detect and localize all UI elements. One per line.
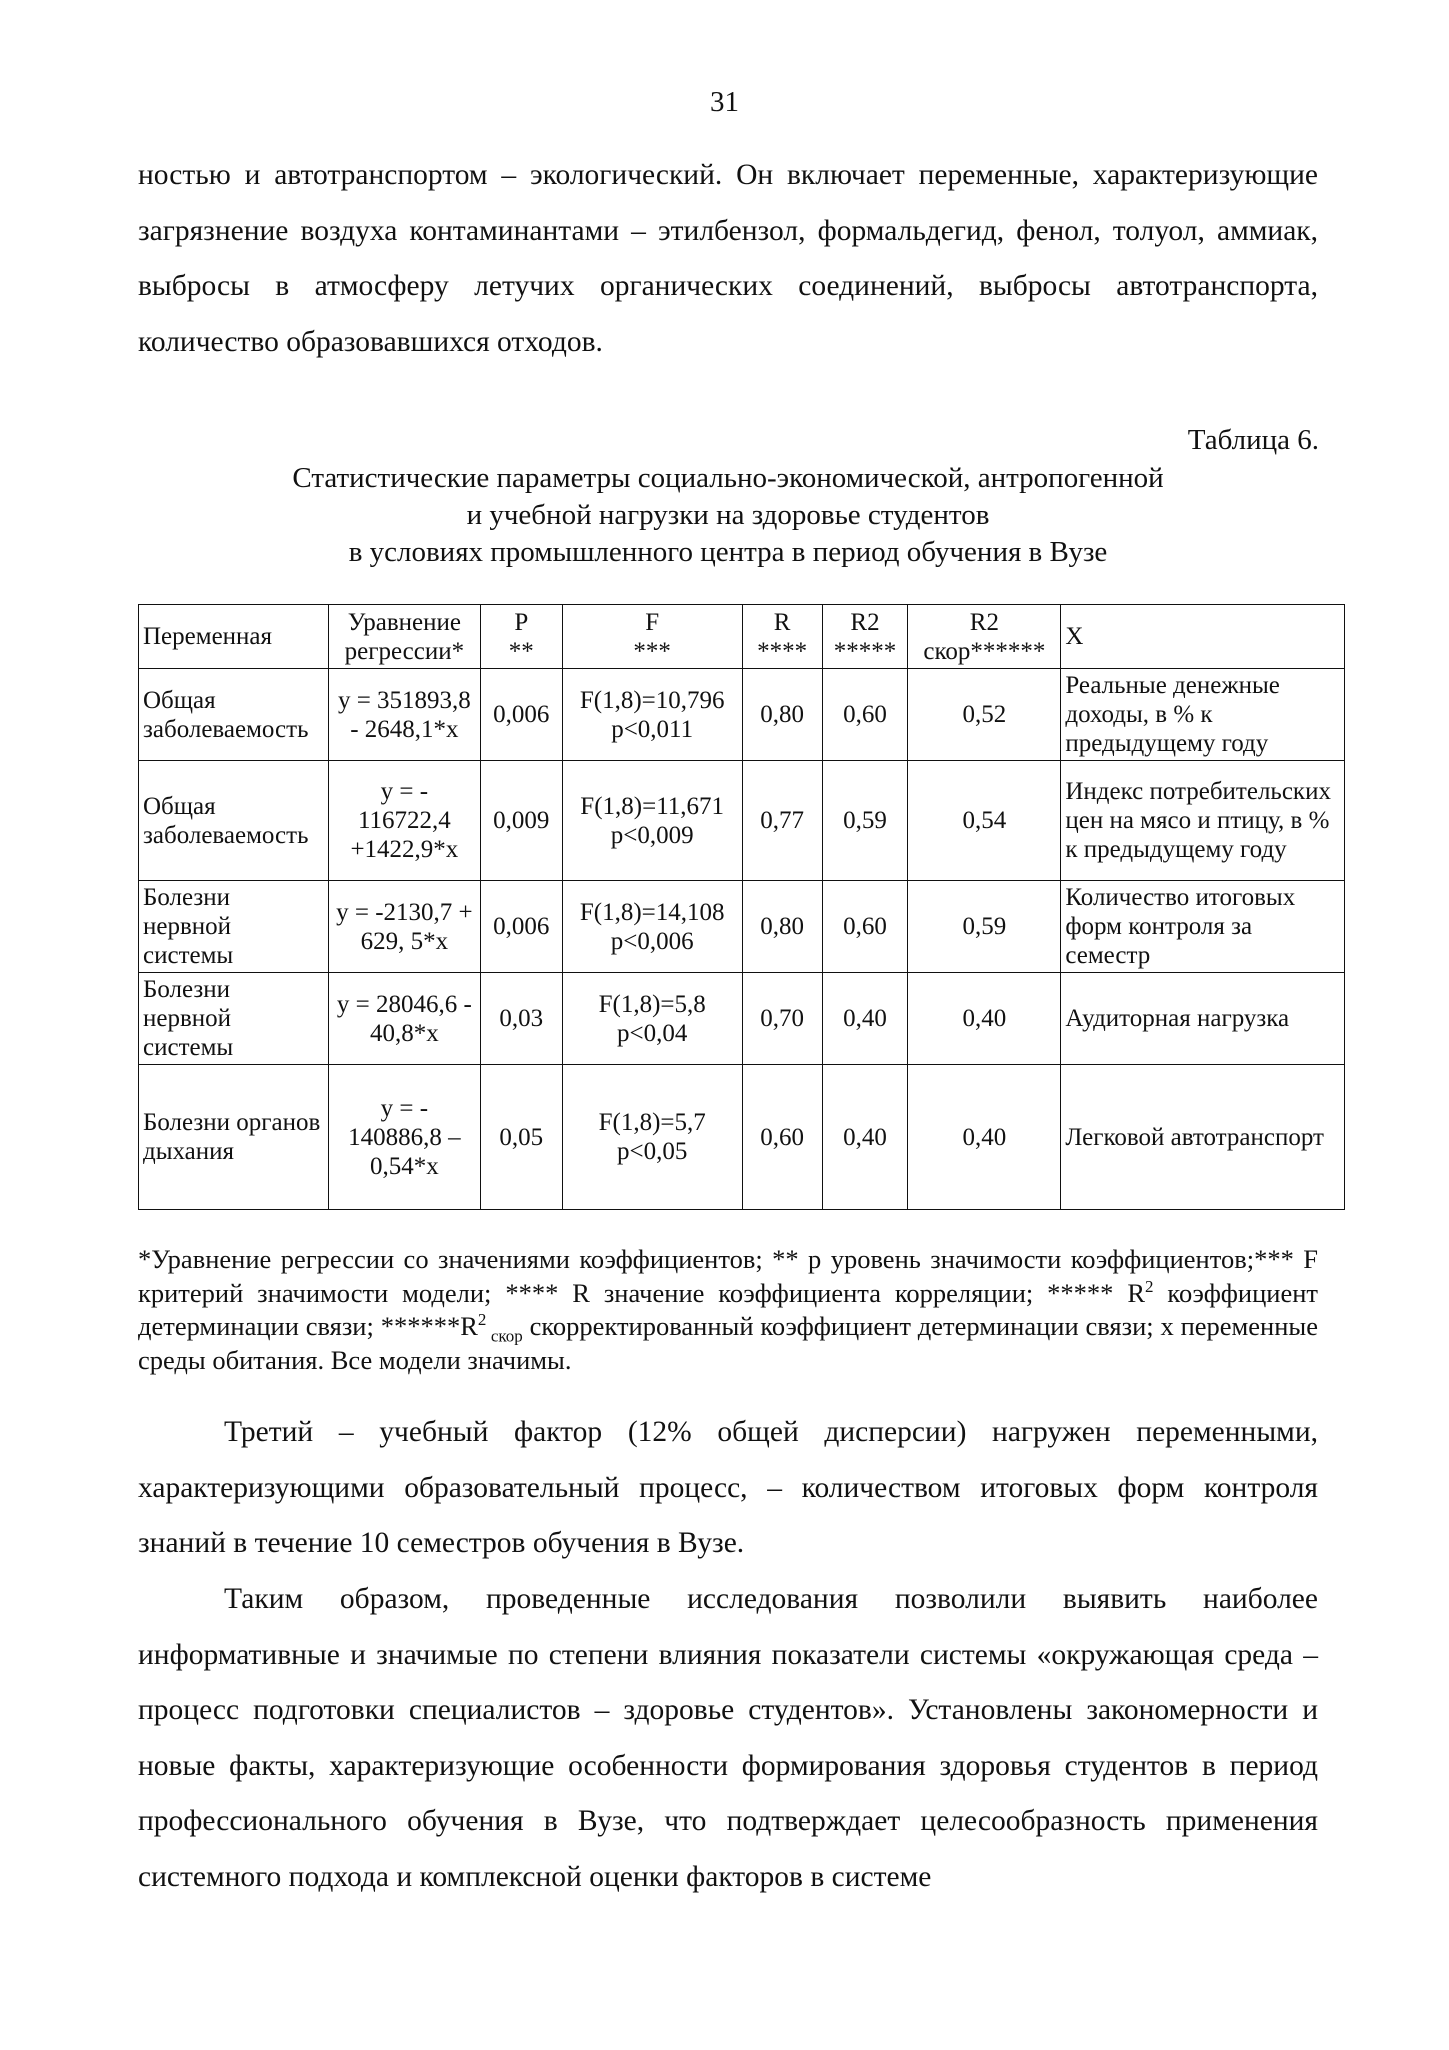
paragraph-2: Третий – учебный фактор (12% общей дисперсии) нагружен переменными, характеризующими образовательный процесс, – количеством итоговых форм контроля знаний в течение 10 семестров обучения в Вузе.: [138, 1416, 1318, 1559]
cell-r2-adjusted: 0,52: [908, 669, 1061, 761]
cell-x: Реальные денежные доходы, в % к предыдущему году: [1061, 669, 1345, 761]
cell-variable: Болезни нервной системы: [139, 881, 329, 973]
cell-equation: y = -2130,7 + 629, 5*x: [328, 881, 480, 973]
cell-r: 0,70: [742, 973, 822, 1065]
cell-x: Индекс потребительских цен на мясо и птицу, в % к предыдущему году: [1061, 761, 1345, 881]
cell-r: 0,80: [742, 881, 822, 973]
cell-r: 0,60: [742, 1065, 822, 1210]
cell-r: 0,77: [742, 761, 822, 881]
cell-variable: Общая заболеваемость: [139, 761, 329, 881]
table-footnote: *Уравнение регрессии со значениями коэффициентов; ** р уровень значимости коэффициентов;*** F критерий значимости модели; **** R значение коэффициента корреляции; ***** $R^2$ коэффициент детерминации связи; $******R^2$ $_{скор}$ скорректированный коэффициент детерминации связи; х переменные среды обитания. Все модели значимы.: [138, 1244, 1318, 1375]
cell-f: F(1,8)=10,796 p<0,011: [562, 669, 742, 761]
cell-equation: y = - 116722,4 +1422,9*x: [328, 761, 480, 881]
cell-x: Легковой автотранспорт: [1061, 1065, 1345, 1210]
header-r2: R2 *****: [822, 605, 908, 669]
table-row: [139, 881, 1345, 973]
table-title-line-2: и учебной нагрузки на здоровье студентов: [466, 499, 990, 531]
table-header-row: [139, 605, 1345, 669]
cell-r2-adjusted: 0,54: [908, 761, 1061, 881]
cell-f: F(1,8)=14,108 p<0,006: [562, 881, 742, 973]
cell-r: 0,80: [742, 669, 822, 761]
header-r2-adjusted: R2 скор******: [908, 605, 1061, 669]
cell-f: F(1,8)=5,7 p<0,05: [562, 1065, 742, 1210]
cell-equation: y = - 140886,8 – 0,54*x: [328, 1065, 480, 1210]
cell-p: 0,006: [480, 881, 562, 973]
cell-equation: y = 28046,6 - 40,8*x: [328, 973, 480, 1065]
cell-r2: 0,60: [822, 669, 908, 761]
cell-r2-adjusted: 0,59: [908, 881, 1061, 973]
statistics-table: [138, 604, 1345, 1210]
cell-variable: Болезни нервной системы: [139, 973, 329, 1065]
page-number: 31: [710, 86, 739, 118]
cell-equation: y = 351893,8 - 2648,1*x: [328, 669, 480, 761]
table-row: [139, 761, 1345, 881]
cell-r2: 0,40: [822, 1065, 908, 1210]
header-p: P **: [480, 605, 562, 669]
cell-x: Аудиторная нагрузка: [1061, 973, 1345, 1065]
table-title-line-1: Статистические параметры социально-экономической, антропогенной: [292, 462, 1164, 494]
table-row: [139, 1065, 1345, 1210]
cell-p: 0,05: [480, 1065, 562, 1210]
table-title-line-3: в условиях промышленного центра в период обучения в Вузе: [348, 536, 1108, 568]
table-row: [139, 669, 1345, 761]
cell-x: Количество итоговых форм контроля за семестр: [1061, 881, 1345, 973]
paragraph-3: Таким образом, проведенные исследования позволили выявить наиболее информативные и значимые по степени влияния показатели системы «окружающая среда – процесс подготовки специалистов – здоровье студентов». Установлены закономерности и новые факты, характеризующие особенности формирования здоровья студентов в период профессионального обучения в Вузе, что подтверждает целесообразность применения системного подхода и комплексной оценки факторов в системе: [138, 1583, 1318, 1893]
cell-variable: Болезни органов дыхания: [139, 1065, 329, 1210]
cell-p: 0,006: [480, 669, 562, 761]
cell-p: 0,009: [480, 761, 562, 881]
cell-f: F(1,8)=5,8 p<0,04: [562, 973, 742, 1065]
header-x: X: [1061, 605, 1345, 669]
header-variable: Переменная: [139, 605, 329, 669]
header-f: F ***: [562, 605, 742, 669]
cell-f: F(1,8)=11,671 p<0,009: [562, 761, 742, 881]
header-r: R ****: [742, 605, 822, 669]
table-title: [138, 460, 1318, 571]
cell-r2: 0,60: [822, 881, 908, 973]
cell-variable: Общая заболеваемость: [139, 669, 329, 761]
cell-r2-adjusted: 0,40: [908, 1065, 1061, 1210]
cell-p: 0,03: [480, 973, 562, 1065]
cell-r2-adjusted: 0,40: [908, 973, 1061, 1065]
header-equation: Уравнение регрессии*: [328, 605, 480, 669]
table-label: Таблица 6.: [1187, 424, 1319, 456]
cell-r2: 0,59: [822, 761, 908, 881]
paragraph-1: ностью и автотранспортом – экологический. Он включает переменные, характеризующие загрязнение воздуха контаминантами – этилбензол, формальдегид, фенол, толуол, аммиак, выбросы в атмосферу летучих органических соединений, выбросы автотранспорта, количество образовавшихся отходов.: [138, 159, 1318, 358]
cell-r2: 0,40: [822, 973, 908, 1065]
table-row: [139, 973, 1345, 1065]
